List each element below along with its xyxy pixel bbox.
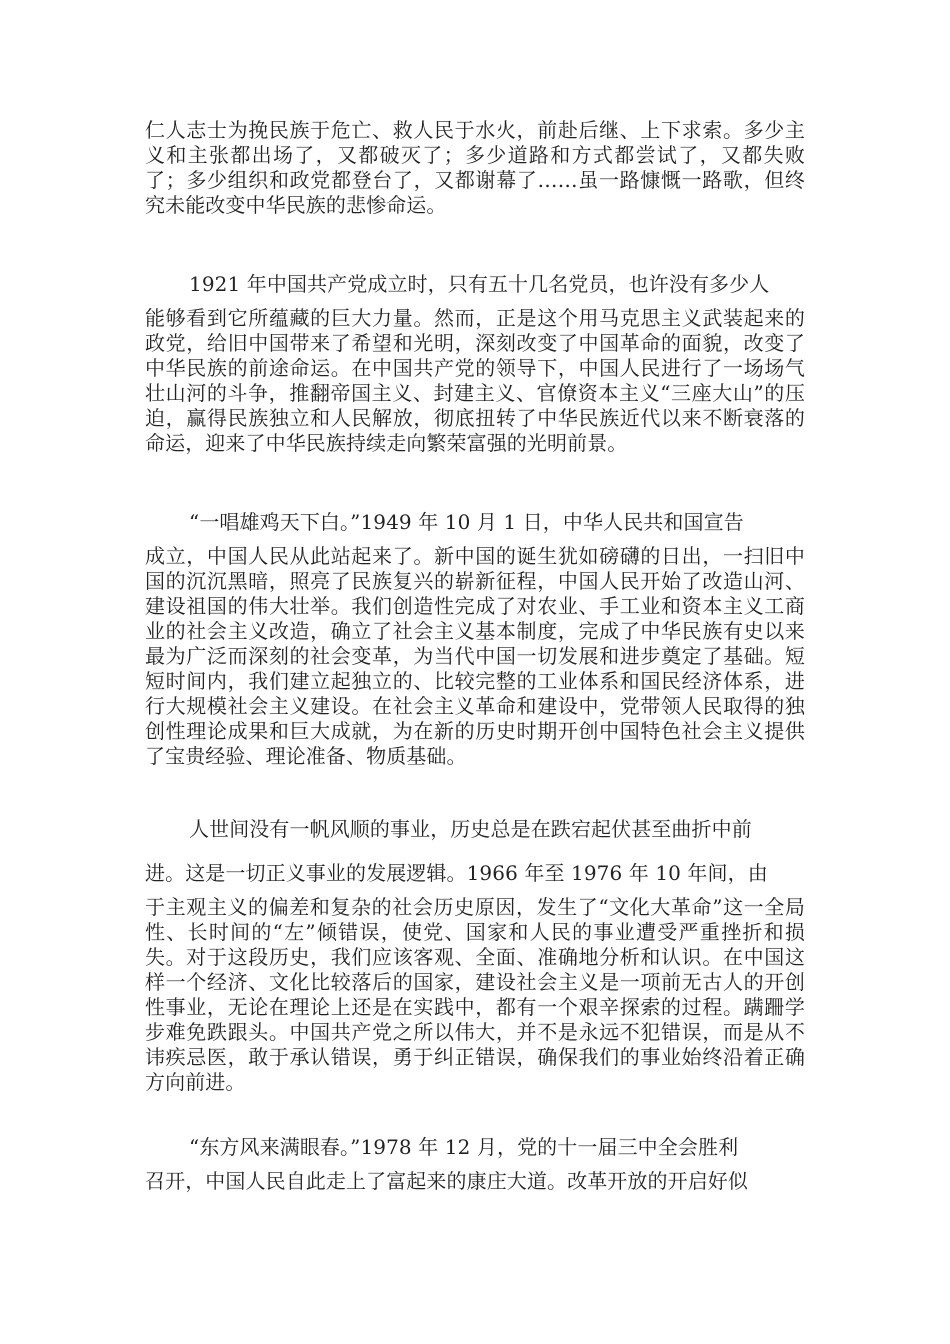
paragraph-2-text: 能够看到它所蕴藏的巨大力量。然而，正是这个用马克思主义武装起来的政党，给旧中国带来了希望和光明，深刻改变了中国革命的面貌，改变了中华民族的前途命运。在中国共产党的领导下，中国人民进行了一场场气壮山河的斗争，推翻帝国主义、封建主义、官僚资本主义“三座大山”的压迫，赢得民族独立和人民解放，彻底扭转了中华民族近代以来不断衰落的命运，迎来了中华民族持续走向繁荣富强的光明前景。 bbox=[145, 306, 805, 455]
paragraph-3-text: 成立，中国人民从此站起来了。新中国的诞生犹如磅礴的日出，一扫旧中国的沉沉黑暗，照亮了民族复兴的崭新征程，中国人民开始了改造山河、建设祖国的伟大壮举。我们创造性完成了对农业、手工业和资本主义工商业的社会主义改造，确立了社会主义基本制度，完成了中华民族有史以来最为广泛而深刻的社会变革，为当代中国一切发展和进步奠定了基础。短短时间内，我们建立起独立的、比较完整的工业体系和国民经济体系，进行大规模社会主义建设。在社会主义革命和建设中，党带领人民取得的独创性理论成果和巨大成就，为在新的历史时期开创中国特色社会主义提供了宝贵经验、理论准备、物质基础。 bbox=[145, 544, 805, 768]
paragraph-5-text: 召开，中国人民自此走上了富起来的康庄大道。改革开放的开启好似 bbox=[145, 1169, 748, 1193]
paragraph-2-lead: 1921 年中国共产党成立时，只有五十几名党员，也许没有多少人 bbox=[189, 272, 770, 296]
document-page bbox=[145, 118, 805, 1194]
paragraph-5-lead: “东方风来满眼春。”1978 年 12 月，党的十一届三中全会胜利 bbox=[189, 1135, 739, 1159]
paragraph-1-text: 仁人志士为挽民族于危亡、救人民于水火，前赴后继、上下求索。多少主义和主张都出场了，又都破灭了；多少道路和方式都尝试了，又都失败了；多少组织和政党都登台了，又都谢幕了……虽一路慷慨一路歌，但终究未能改变中华民族的悲惨命运。 bbox=[145, 118, 805, 217]
paragraph-4 bbox=[145, 807, 805, 1095]
paragraph-4-text: 于主观主义的偏差和复杂的社会历史原因，发生了“文化大革命”这一全局性、长时间的“左”倾错误，使党、国家和人民的事业遭受严重挫折和损失。对于这段历史，我们应该客观、全面、准确地分析和认识。在中国这样一个经济、文化比较落后的国家，建设社会主义是一项前无古人的开创性事业，无论在理论上还是在实践中，都有一个艰辛探索的过程。蹒跚学步难免跌跟头。中国共产党之所以伟大，并不是永远不犯错误，而是从不讳疾忌医，敢于承认错误，勇于纠正错误，确保我们的事业始终沿着正确方向前进。 bbox=[145, 895, 805, 1094]
paragraph-2 bbox=[145, 262, 805, 456]
paragraph-1 bbox=[145, 118, 805, 218]
paragraph-4-lead: 人世间没有一帆风顺的事业，历史总是在跌宕起伏甚至曲折中前 bbox=[189, 817, 752, 841]
paragraph-5 bbox=[145, 1125, 805, 1194]
paragraph-3-lead: “一唱雄鸡天下白。”1949 年 10 月 1 日，中华人民共和国宣告 bbox=[189, 510, 744, 534]
paragraph-3 bbox=[145, 500, 805, 769]
paragraph-4-lead-2: 进。这是一切正义事业的发展逻辑。1966 年至 1976 年 10 年间，由 bbox=[145, 861, 768, 885]
